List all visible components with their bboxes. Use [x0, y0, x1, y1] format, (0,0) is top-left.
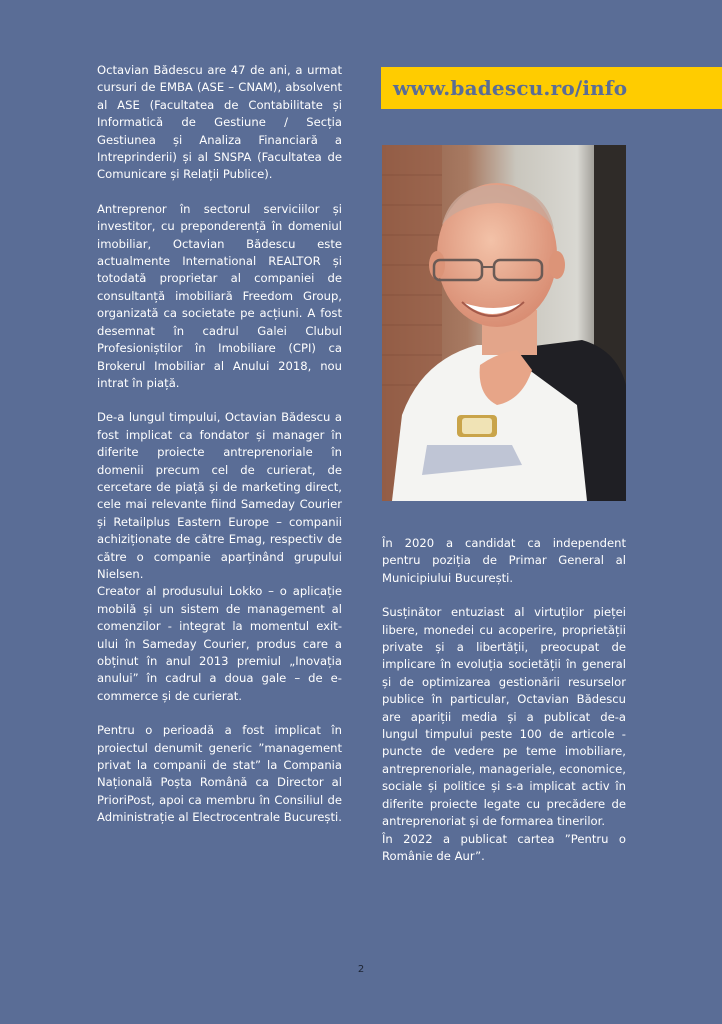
bio-paragraph-book: În 2022 a publicat cartea ”Pentru o Românie de Aur”.: [382, 831, 626, 863]
bio-paragraph-entrepreneur: Antreprenor în sectorul serviciilor și investitor, cu preponderență în domeniul imobiliar, Octavian Bădescu este actualmente International REALTOR și totodată proprietar al companiei de consultanță imobiliară Freedom Group, organizată ca societate pe acțiuni. A fost desemnat în cadrul Galei Clubul Profesioniștilor în Imobiliare (CPI) ca Brokerul Imobiliar al Anului 2018, nou intrat în piață.: [97, 201, 342, 390]
page-number: 2: [357, 964, 365, 975]
bio-paragraph-candidate: În 2020 a candidat ca independent pentru poziția de Primar General al Municipiului București.: [382, 536, 626, 585]
portrait-photo: [382, 145, 626, 501]
left-text-column: [97, 62, 342, 844]
website-link[interactable]: www.badescu.ro/info: [393, 76, 628, 100]
bio-paragraph-projects: De-a lungul timpului, Octavian Bădescu a fost implicat ca fondator și manager în diferite proiecte antreprenoriale în domenii precum cel de curierat, de cercetare de piață și de marketing direct, cele mai relevante fiind Sameday Courier și Retailplus Eastern Europe – companii achiziționate de către Emag, respectiv de către o companie aparținând grupului Nielsen.: [97, 410, 342, 581]
bio-paragraph-prioripost: Pentru o perioadă a fost implicat în proiectul denumit generic ”management privat la companii de stat” la Compania Națională Poșta Română ca Director al PrioriPost, apoi ca membru în Consiliul de Administrație al Electrocentrale București.: [97, 723, 342, 825]
bio-paragraph-lokko: Creator al produsului Lokko – o aplicație mobilă și un sistem de management al comenzilor - integrat la momentul exit-ului în Sameday Courier, produs care a obținut în anul 2013 premiul „Inovația anului” în cadrul a doua gale – de e-commerce și de curierat.: [97, 584, 342, 703]
bio-paragraph-education: Octavian Bădescu are 47 de ani, a urmat cursuri de EMBA (ASE – CNAM), absolvent al ASE (Facultatea de Contabilitate și Informatică de Gestiune / Secția Gestiunea și Analiza Financiară a Intreprinderii) și al SNSPA (Facultatea de Comunicare și Relații Publice).: [97, 63, 342, 182]
website-banner: [381, 67, 722, 109]
bio-paragraph-values: Susținător entuziast al virtuților pieței libere, monedei cu acoperire, proprietății private și a libertății, preocupat de implicare în evoluția societății în general și de optimizarea gestionării resurselor publice în particular, Octavian Bădescu are apariții media și a publicat de-a lungul timpului peste 100 de articole - puncte de vedere pe teme imobiliare, antreprenoriale, manageriale, economice, sociale și politice și s-a implicat activ în diferite proiecte legate cu precădere de antreprenoriat și de formarea tinerilor.: [382, 605, 626, 829]
right-text-column: [382, 535, 626, 882]
